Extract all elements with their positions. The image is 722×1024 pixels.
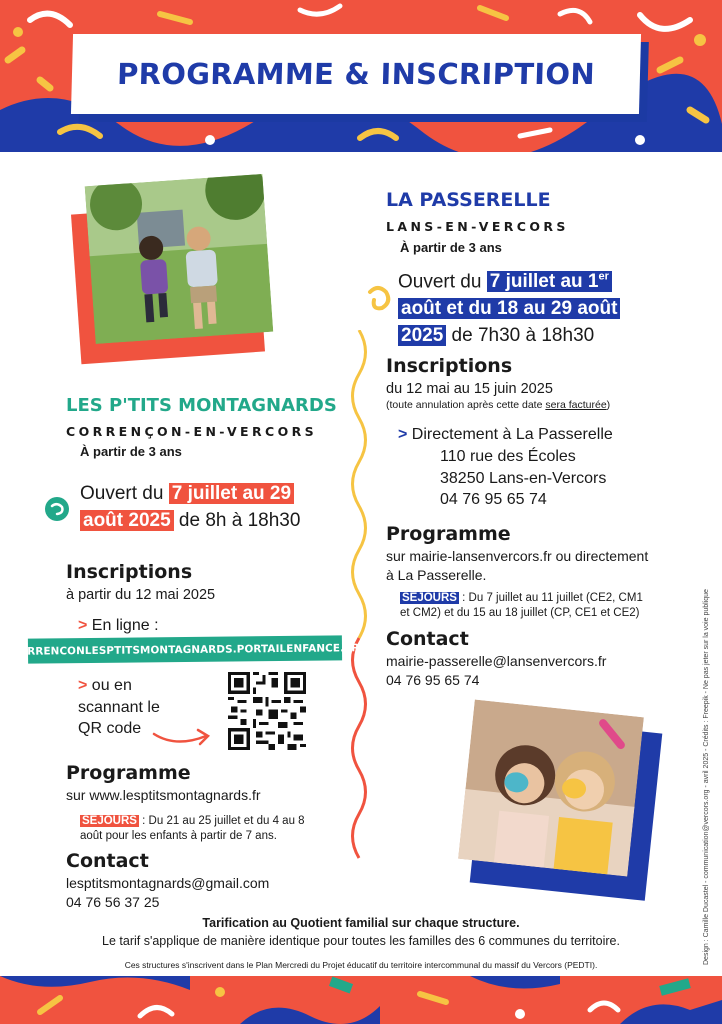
right-programme-text: sur mairie-lansenvercors.fr ou directement à La Passerelle. <box>386 548 649 583</box>
left-inscriptions-title: Inscriptions <box>66 561 193 583</box>
right-inscriptions-title: Inscriptions <box>386 355 513 377</box>
right-photo <box>458 700 658 900</box>
curved-arrow-icon <box>152 716 214 748</box>
left-contact-phone: 04 76 56 37 25 <box>66 894 160 910</box>
left-online-signup: > En ligne : <box>78 617 159 634</box>
right-programme-title: Programme <box>386 523 511 545</box>
left-inscriptions-text: à partir du 12 mai 2025 <box>66 587 216 603</box>
bottom-decor-band <box>0 976 722 1024</box>
arrow-right-icon: > <box>398 426 408 443</box>
left-contact-title: Contact <box>66 850 149 872</box>
left-programme-title: Programme <box>66 762 191 784</box>
right-direct-signup: > Directement à La Passerelle <box>398 426 613 443</box>
right-contact-email[interactable]: mairie-passerelle@lansenvercors.fr <box>386 653 607 669</box>
arrow-right-icon: > <box>78 677 88 694</box>
footer-pricing-line2: Le tarif s'applique de manière identique pour toutes les familles des 6 communes du territoire. <box>102 934 620 948</box>
right-inscriptions-note: (toute annulation après cette date sera facturée) <box>386 399 611 411</box>
sejours-badge: SÉJOURS <box>82 815 137 827</box>
right-age: À partir de 3 ans <box>400 240 502 255</box>
right-inscriptions-text: du 12 mai au 15 juin 2025 <box>386 381 553 397</box>
right-contact <box>386 652 606 690</box>
qr-code[interactable] <box>228 672 306 750</box>
left-photo <box>76 178 276 368</box>
right-structure-name: LA PASSERELLE <box>386 189 551 211</box>
left-contact <box>66 874 269 912</box>
yellow-spiral-icon <box>364 284 392 312</box>
footer-pricing-line1: Tarification au Quotient familial sur chaque structure. <box>202 916 520 930</box>
left-structure-name: LES P'TITS MONTAGNARDS <box>66 395 337 416</box>
wavy-divider <box>344 330 374 860</box>
right-contact-phone: 04 76 95 65 74 <box>386 672 480 688</box>
left-sejours: SÉJOURS : Du 21 au 25 juillet et du 4 au 8 août pour les enfants à partir de 7 ans. <box>80 815 305 842</box>
left-location: CORRENÇON-EN-VERCORS <box>66 424 318 439</box>
left-age: À partir de 3 ans <box>80 444 182 459</box>
right-opening-dates: Ouvert du 7 juillet au 1er août et du 18 au 29 août 2025 de 7h30 à 18h30 <box>398 264 658 349</box>
arrow-right-icon: > <box>78 617 88 634</box>
left-programme-text: sur www.lesptitsmontagnards.fr <box>66 787 261 803</box>
children-running-image <box>85 174 274 344</box>
title-banner <box>71 34 641 114</box>
right-address: 110 rue des Écoles 38250 Lans-en-Vercors 04 76 95 65 74 <box>440 448 607 508</box>
children-glasses-image <box>458 700 644 877</box>
decor-pattern <box>0 976 722 1024</box>
green-spiral-icon <box>42 494 72 524</box>
right-sejours: SÉJOURS : Du 7 juillet au 11 juillet (CE2, CM1 et CM2) et du 15 au 18 juillet (CP, CE1 et CE2) <box>400 592 643 619</box>
top-decor-band <box>0 0 722 152</box>
right-contact-title: Contact <box>386 628 469 650</box>
left-qr-instruction: > ou en scannant le QR code <box>78 677 160 737</box>
right-location: LANS-EN-VERCORS <box>386 219 569 234</box>
footer-note: Ces structures s'inscrivent dans le Plan Mercredi du Projet éducatif du territoire intercommunal du massif du Vercors (PEDTI). <box>124 960 598 970</box>
left-opening-dates: Ouvert du 7 juillet au 29 août 2025 de 8h à 18h30 <box>80 483 301 531</box>
left-contact-email[interactable]: lesptitsmontagnards@gmail.com <box>66 875 270 891</box>
signup-url-link[interactable]: CORRENCONLESPTITSMONTAGNARDS.PORTAILENFANCE.FR <box>28 635 342 663</box>
page-title: PROGRAMME & INSCRIPTION <box>116 57 596 91</box>
sejours-badge: SÉJOURS <box>402 592 457 604</box>
credits-vertical: Design : Camille Ducastel - communication@vercors.org - avril 2025 - Crédits : Freepik - Ne pas jeter sur la voie publique <box>703 589 710 965</box>
